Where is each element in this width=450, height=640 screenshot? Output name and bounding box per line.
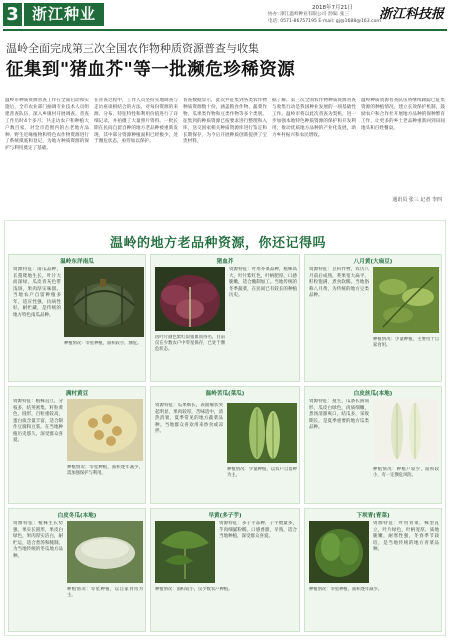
variety-card-winter-melon	[8, 508, 146, 632]
card-caption: 种植情况：种植户较少，面积较小，有一定濒危风险。	[373, 467, 439, 479]
loofah-photo	[373, 399, 439, 463]
card-caption: 种植情况：少量种植，主要用于自家食用。	[373, 337, 439, 349]
pumpkin-photo	[64, 267, 144, 337]
card-text: 资源特征：瓜果细长，表面瘤状突起明显，果肉较厚，苦味适中，清热消暑，夏季常见的地方蔬菜品种。当地群众喜欢用来炒食或凉拌。	[155, 403, 223, 434]
article-column: 据了解，第三次全国农作物种质资源普查与收集行动是我国种业发展的一项基础性工作。温岭市将以此次普查为契机，进一步加强本地特色种质资源的保护和开发利用，推动优质地方品种的产业化发展，助力乡村振兴和农民增收。	[272, 98, 356, 138]
variety-card-mustard	[150, 254, 300, 382]
variety-card-bitter-gourd	[150, 386, 300, 504]
article-subtitle: 温岭全面完成第三次全国农作物种质资源普查与收集	[6, 42, 259, 55]
section-title: 浙江种业	[24, 3, 104, 26]
card-text: 资源特征：豆科作物，农历八月前后成熟，荚果宽大扁平，籽粒饱满，煮食软糯。当地俗称八月黄，为传统的地方豆类品种。	[309, 267, 369, 298]
card-title: 温岭苦瓜(菜瓜)	[205, 391, 245, 397]
bean-photo	[373, 267, 439, 333]
card-caption: 种植情况：面积较小，仅少数农户种植。	[155, 587, 233, 592]
article-column: 在普查过程中，工作人员坚持实地调查与走访座谈相结合的方法，对每份资源的来源、分布、特征特性和利用价值进行了详细记录，并拍摄了大量照片资料。一批长期在民间自留自种的地方老品种被重新发现，其中部分资源种植面积已经极少，处于濒危状态，亟待加以保护。	[94, 98, 178, 145]
card-text: 资源特征：蔓生，瓜条长圆筒形，瓜皮白绿色，肉质细嫩，煮汤清甜爽口，结瓜多，采收期长，是夏季重要的地方瓜类品种。	[309, 399, 369, 430]
card-title: 下坝青(青菜)	[356, 513, 390, 519]
page-header	[0, 0, 450, 31]
card-text: 资源特征：多子芋品种，子芋数量多，芋肉细腻粉糯，口感香甜，早熟，适合当地种植，深受群众喜爱。	[219, 521, 297, 539]
article-column: 温岭种质资源普查队伍将继续跟踪已征集资源的种植情况，建立长效保护机制，鼓励农户和合作社开展地方品种的保种繁育工作，让更多的乡土老品种重新回到田间地头和百姓餐桌。	[361, 98, 445, 131]
variety-card-bean	[304, 254, 442, 382]
issue-date: 2018年7月21日	[312, 5, 353, 11]
card-title: 八月黄(大扁豆)	[353, 259, 393, 265]
bitter-gourd-photo	[227, 403, 297, 463]
variety-card-greens	[304, 508, 442, 632]
mustard-photo	[155, 267, 225, 331]
article-byline: 通讯员 张三 记者 李四	[392, 197, 442, 203]
header-divider	[3, 29, 447, 31]
feature-heading: 温岭的地方老品种资源，你还记得吗	[110, 236, 327, 251]
variety-card-taro	[150, 508, 300, 632]
taro-photo	[155, 521, 215, 583]
article-column: 温岭市种质资源普查工作在全面启动和实施后，全市农业部门抽调专业技术人员组建普查队伍，深入乡镇村开展调查。普查工作历时4个多月，共走访农户和种植大户数百家，对全市范围内的古老地方品种、野生近缘植物和特色农作物资源进行了系统摸底和登记，为地方种质资源的保护与利用奠定了基础。	[5, 98, 89, 152]
card-text: 资源特征：南瓜品种，长蔓爬地生长，叶片大而深绿，瓜皮青灰色带浅斑，果肉厚实味甜。当地农户自留种植多年，适应性强，抗病性好，耐贮藏，是传统的地方特色南瓜品种。	[13, 267, 61, 318]
card-caption: 种植情况：少量种植，以农户自留种为主。	[227, 467, 297, 479]
article-body	[5, 98, 445, 210]
card-title: 白皮丝瓜(本地)	[353, 391, 393, 397]
card-title: 温岭东洋南瓜	[60, 259, 94, 265]
page-number: 3	[3, 3, 22, 26]
contact-info: 电话: 0571-86757195 E-mail: gj@1688@163.com	[268, 19, 381, 24]
variety-card-pumpkin	[8, 254, 146, 382]
greens-photo	[309, 521, 369, 583]
card-caption: 种植情况：零星种植，面积逐年减少，需加强保护与利用。	[67, 465, 143, 477]
card-text: 资源特征：植株生长势强，果实长圆形，果皮白绿色，果肉厚实洁白，耐贮运，适合煮汤和腌制。为当地传统的冬瓜地方品种。	[13, 521, 63, 559]
card-text: 资源特征：植株直立，分枝多，结荚密集，籽粒黄色，圆形，百粒重较高，蛋白质含量丰富，适合制作豆腐和豆浆。在当地种植历史悠久，深受群众喜爱。	[13, 399, 63, 443]
editor-info: 协办: 浙江温岭种业有限公司 责编: 张三	[268, 12, 349, 17]
article-title: 征集到"猪血芥"等一批濒危珍稀资源	[6, 60, 296, 80]
card-text: 资源特征：叶用青菜，株型直立，叶片绿色，叶柄宽厚，质地脆嫩，耐寒性强，冬春季节栽培，是当地传统的地方青菜品种。	[373, 521, 439, 552]
winter-melon-photo	[67, 521, 143, 583]
newspaper-logo: 浙江科技报	[378, 7, 444, 22]
card-caption: 因叶片颜色紫红似猪血而得名，目前仅在少数农户中零星保存，已处于濒危状态。	[155, 335, 225, 353]
variety-card-loofah	[304, 386, 442, 504]
card-title: 猪血芥	[216, 259, 234, 265]
card-title: 满村黄豆	[65, 391, 89, 397]
variety-card-soybean	[8, 386, 146, 504]
article-column: 普查数据显示，此次共征集到各类农作物种质资源数十份，涵盖粮食作物、蔬菜作物、瓜果类作物和豆类作物等多个类别。征集到的种质资源已按要求进行整理和入库，送交国家相关种质资源库进行鉴定和长期保存，为今后开展种质创新提供了宝贵材料。	[183, 98, 267, 145]
card-caption: 种植情况：零星种植，面积较小，濒危。	[64, 341, 142, 346]
soybean-photo	[67, 399, 143, 461]
card-caption: 种植情况：零星种植，以自家食用为主。	[67, 587, 143, 599]
card-text: 资源特征：叶用芥菜品种，植株高大，叶片紫红色，叶柄肥厚，口感脆嫩，适合腌制加工。当地传统的冬季蔬菜，在民间已有较长的种植历史。	[229, 267, 297, 298]
card-title: 白皮冬瓜(本地)	[57, 513, 97, 519]
card-title: 早黄(多子芋)	[208, 513, 242, 519]
card-caption: 种植情况：零星种植，面积逐年减少。	[309, 587, 383, 592]
